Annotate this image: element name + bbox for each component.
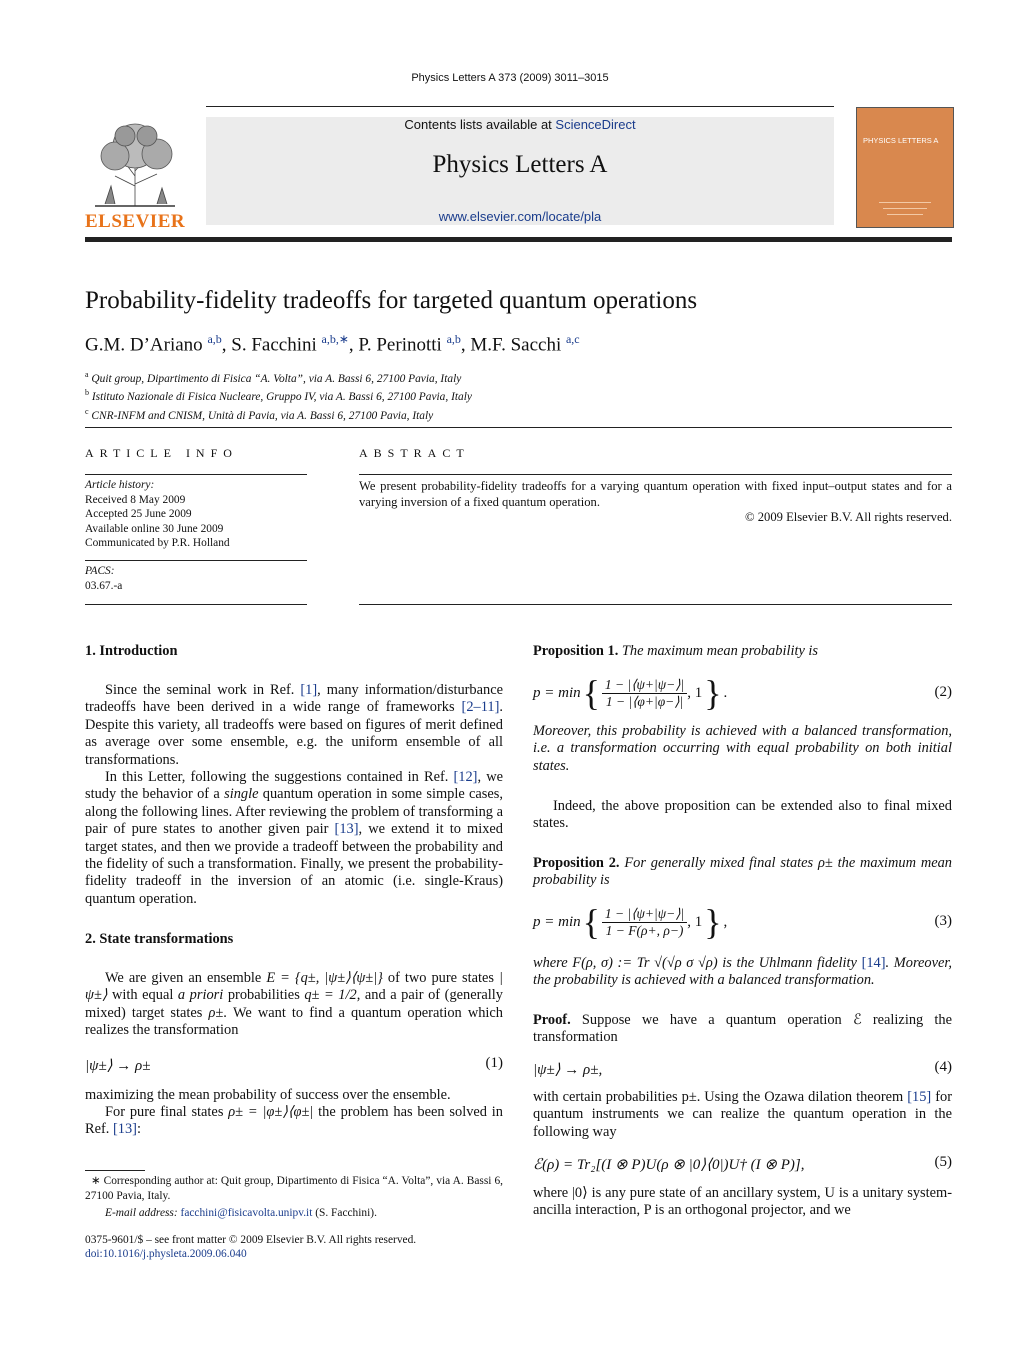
- text-run: , we extend it to mixed target states, and then we provide a tradeoff between the probability and the fidelity of such a transformation. Finally, we present the probability-fidelity tradeoff in the inversion of an atomic (i.e. single-Kraus) quantum operation.: [85, 821, 503, 907]
- text-run: . Despite this variety, all tradeoffs were based on figures of merit defined as average over some ensemble, e.g. the uniform ensemble of all transformations.: [85, 699, 503, 768]
- author-name: M.F. Sacchi: [470, 334, 562, 356]
- text-run: with certain probabilities p±. Using the Ozawa dilation theorem: [533, 1089, 908, 1105]
- equation-lhs: p = min: [533, 913, 581, 930]
- elsevier-logo: [85, 116, 186, 232]
- citation-link[interactable]: [1]: [300, 682, 318, 698]
- publisher-name: ELSEVIER: [85, 211, 186, 232]
- article-title: Probability-fidelity tradeoffs for targeted quantum operations: [85, 287, 698, 314]
- equation-5: [533, 1154, 952, 1176]
- proposition-text: The maximum mean probability is: [621, 643, 819, 659]
- author-affil-sup[interactable]: a,b: [446, 332, 461, 346]
- info-rule: [85, 604, 307, 605]
- section-rule: [85, 427, 952, 428]
- article-history: [85, 478, 307, 551]
- journal-url-link[interactable]: www.elsevier.com/locate/pla: [438, 209, 602, 224]
- text-run: For pure final states: [105, 1104, 229, 1120]
- sciencedirect-link[interactable]: ScienceDirect: [555, 117, 636, 132]
- proposition-2: [533, 855, 952, 890]
- proposition-1: [533, 643, 952, 660]
- citation-link[interactable]: [12]: [453, 769, 478, 785]
- online-date: Available online 30 June 2009: [85, 522, 224, 535]
- section-heading-state-transformations: 2. State transformations: [85, 931, 234, 947]
- article-info-heading: ARTICLE INFO: [85, 446, 238, 460]
- proof-label: Proof.: [533, 1012, 571, 1028]
- math-inline: E = {q±, |ψ±⟩⟨ψ±|}: [266, 970, 383, 986]
- text-run: of two pure states: [382, 970, 500, 986]
- text-run: . We want to find a quantum operation which realizes the transformation: [85, 1004, 503, 1039]
- fraction: [602, 906, 687, 939]
- math-inline: ρ±: [208, 1004, 224, 1021]
- equation-body: |ψ±⟩ → ρ±: [85, 1058, 151, 1074]
- author-affil-sup[interactable]: a,b,∗: [321, 332, 349, 346]
- proposition-label: Proposition 1.: [533, 643, 619, 659]
- equation-1: [85, 1055, 503, 1075]
- pacs-value: 03.67.-a: [85, 579, 123, 592]
- abstract-text: We present probability-fidelity tradeoffs for a varying quantum operation with fixed input–output states and for a varying inversion of a fixed quantum operation.: [359, 479, 952, 509]
- affiliation: [85, 386, 472, 404]
- fraction: [602, 677, 687, 710]
- text-run: where F(ρ, σ) := Tr √(√ρ σ √ρ) is the Uhlmann fidelity: [533, 955, 862, 971]
- section2-paragraph-1: [85, 970, 503, 1040]
- proposition-2-continuation: [533, 955, 952, 990]
- cover-line: [879, 202, 931, 203]
- footnote-text: Corresponding author at: Quit group, Dipartimento di Fisica “A. Volta”, via A. Bassi 6, 27100 Pavia, Italy.: [85, 1175, 503, 1202]
- text-run: , we study the behavior of a: [85, 769, 503, 803]
- author-name: P. Perinotti: [358, 334, 442, 356]
- fraction-denominator: 1 − F(ρ+, ρ−): [605, 922, 684, 938]
- text-run: the problem has been solved in Ref.: [85, 1104, 504, 1138]
- cover-line: [887, 214, 923, 215]
- fraction-denominator: 1 − |⟨φ+|φ−⟩|: [605, 693, 684, 709]
- math-inline: ρ± = |φ±⟩⟨φ±|: [228, 1104, 314, 1120]
- equation-tail: .: [723, 684, 728, 701]
- abstract-heading: ABSTRACT: [359, 446, 470, 460]
- pacs-label: PACS:: [85, 565, 115, 577]
- affiliation-text: Istituto Nazionale di Fisica Nucleare, Gruppo IV, via A. Bassi 6, 27100 Pavia, Italy: [91, 391, 472, 404]
- text-run: , many information/disturbance tradeoffs have been derived in a wide range of frameworks: [85, 682, 503, 716]
- text-run: We are given an ensemble: [105, 970, 267, 986]
- contents-prefix: Contents lists available at: [404, 117, 556, 132]
- left-brace: {: [582, 673, 600, 713]
- author-name: G.M. D’Ariano: [85, 334, 203, 356]
- fraction-numerator: 1 − |⟨ψ+|ψ−⟩|: [602, 906, 687, 923]
- elsevier-tree-icon: [85, 116, 185, 211]
- text-run: , and a pair of (generally mixed) target states: [85, 987, 503, 1021]
- intro-paragraph-2: [85, 769, 503, 908]
- affiliation-list: [85, 368, 472, 423]
- proposition-label: Proposition 2.: [533, 855, 620, 871]
- affiliation-text: Quit group, Dipartimento di Fisica “A. Volta”, via A. Bassi 6, 27100 Pavia, Italy: [91, 372, 462, 385]
- proof-paragraph: [533, 1012, 952, 1047]
- proposition-1-continuation: Moreover, this probability is achieved with a balanced transformation, i.e. a transformation occurring with equal probability on both initial states.: [533, 723, 952, 774]
- equation-number: (3): [934, 913, 952, 929]
- citation-link[interactable]: [15]: [907, 1089, 932, 1105]
- text-run: . Moreover, the probability is achieved with a balanced transformation.: [533, 955, 952, 989]
- paragraph-ozawa: [533, 1089, 952, 1141]
- journal-cover: [856, 107, 954, 228]
- proof-text: Suppose we have a quantum operation ℰ realizing the transformation: [533, 1012, 952, 1046]
- abstract-rule: [359, 604, 952, 605]
- footnote-mark: ∗: [91, 1175, 101, 1187]
- proposition-text: For generally mixed final states ρ± the maximum mean probability is: [533, 855, 952, 889]
- text-run: In this Letter, following the suggestions contained in Ref.: [105, 769, 454, 785]
- cover-title: PHYSICS LETTERS A: [863, 136, 939, 145]
- citation-link[interactable]: [2–11]: [461, 699, 500, 716]
- text-run: :: [136, 1121, 141, 1138]
- equation-lhs: p = min: [533, 684, 581, 701]
- cover-line: [883, 208, 927, 209]
- text-run: for quantum instruments we can realize the quantum operation in the following way: [533, 1089, 952, 1140]
- email-link[interactable]: facchini@fisicavolta.unipv.it: [180, 1207, 313, 1219]
- equation-4: [533, 1059, 952, 1079]
- footnote-rule: [85, 1170, 145, 1171]
- equation-number: (4): [934, 1059, 952, 1075]
- citation-link[interactable]: [13]: [112, 1121, 137, 1138]
- affiliation: [85, 368, 472, 386]
- info-rule: [85, 474, 307, 475]
- equation-number: (1): [485, 1055, 503, 1071]
- corresponding-author-footnote: [85, 1174, 503, 1203]
- paragraph-indeed: Indeed, the above proposition can be extended also to final mixed states.: [533, 798, 952, 832]
- pacs-block: [85, 564, 122, 593]
- section2-paragraph-3: [85, 1104, 503, 1139]
- text-run: quantum operation in some simple cases, along the following lines. After reviewing the problem of transforming a pair of pure states to another given pair: [85, 786, 503, 838]
- journal-reference: Physics Letters A 373 (2009) 3011–3015: [411, 72, 609, 84]
- equation-2: [533, 672, 952, 714]
- header-thick-rule: [85, 237, 952, 242]
- abstract-rule: [359, 474, 952, 475]
- contents-line: [206, 117, 834, 133]
- text-run: with equal: [107, 987, 178, 1004]
- section-heading-introduction: 1. Introduction: [85, 643, 178, 659]
- equation-body: [533, 901, 727, 943]
- header-top-rule: [206, 106, 834, 107]
- fraction-numerator: 1 − |⟨ψ+|ψ−⟩|: [602, 677, 687, 694]
- citation-link[interactable]: [13]: [334, 821, 359, 838]
- equation-body: ℰ(ρ) = Tr₂[(I ⊗ P)U(ρ ⊗ |0⟩⟨0|)U† (I ⊗ P)],: [533, 1157, 805, 1173]
- section2-paragraph-2: maximizing the mean probability of success over the ensemble.: [85, 1087, 451, 1103]
- email-owner: (S. Facchini).: [315, 1207, 377, 1219]
- text-run: Since the seminal work in Ref.: [105, 682, 301, 698]
- math-inline: q± = 1/2: [304, 987, 357, 1004]
- affiliation: [85, 405, 472, 423]
- accepted-date: Accepted 25 June 2009: [85, 508, 192, 520]
- author-name: S. Facchini: [231, 334, 317, 356]
- math-inline: |ψ±⟩: [85, 970, 503, 1004]
- paragraph-where: where |0⟩ is any pure state of an ancillary system, U is a unitary system-ancilla interaction, P is an orthogonal projector, and we: [533, 1185, 952, 1219]
- equation-number: (2): [934, 684, 952, 700]
- email-label: E-mail address:: [105, 1207, 178, 1219]
- equation-number: (5): [934, 1154, 952, 1170]
- received-date: Received 8 May 2009: [85, 493, 186, 506]
- left-brace: {: [582, 902, 600, 942]
- right-brace: }: [704, 673, 722, 713]
- journal-title: Physics Letters A: [432, 151, 608, 178]
- affiliation-sup: b: [85, 388, 89, 398]
- abstract-copyright: © 2009 Elsevier B.V. All rights reserved.: [745, 510, 952, 524]
- journal-banner: [206, 117, 834, 225]
- emphasis: a priori: [177, 987, 224, 1004]
- equation-tail: ,: [723, 913, 728, 930]
- author-affil-sup[interactable]: a,c: [565, 332, 580, 346]
- communicated-by: Communicated by P.R. Holland: [85, 537, 230, 549]
- equation-body: [533, 672, 727, 714]
- doi-link[interactable]: doi:10.1016/j.physleta.2009.06.040: [85, 1248, 247, 1260]
- text-run: probabilities: [223, 987, 305, 1004]
- citation-link[interactable]: [14]: [861, 955, 886, 971]
- author-list: G.M. D’Ariano $^{a,b}$, S. Facchini $^{a,b,∗}$, P. Perinotti $^{a,b}$, M.F. Sacchi $^{a,c}$: [85, 332, 580, 356]
- affiliation-sup: c: [85, 406, 89, 416]
- equation-body: |ψ±⟩ → ρ±,: [533, 1062, 603, 1078]
- equation-term: , 1: [687, 684, 703, 701]
- history-label: Article history:: [85, 479, 155, 491]
- equation-term: , 1: [687, 913, 703, 930]
- email-footnote: [105, 1206, 377, 1221]
- author-affil-sup[interactable]: a,b: [207, 332, 222, 346]
- intro-paragraph-1: [85, 682, 503, 769]
- equation-3: [533, 901, 952, 943]
- affiliation-sup: a: [85, 370, 89, 379]
- emphasis: single: [224, 786, 259, 803]
- right-brace: }: [704, 902, 722, 942]
- info-rule: [85, 560, 307, 561]
- issn-line: 0375-9601/$ – see front matter © 2009 Elsevier B.V. All rights reserved.: [85, 1234, 417, 1246]
- affiliation-text: CNR-INFM and CNISM, Unità di Pavia, via A. Bassi 6, 27100 Pavia, Italy: [91, 409, 434, 422]
